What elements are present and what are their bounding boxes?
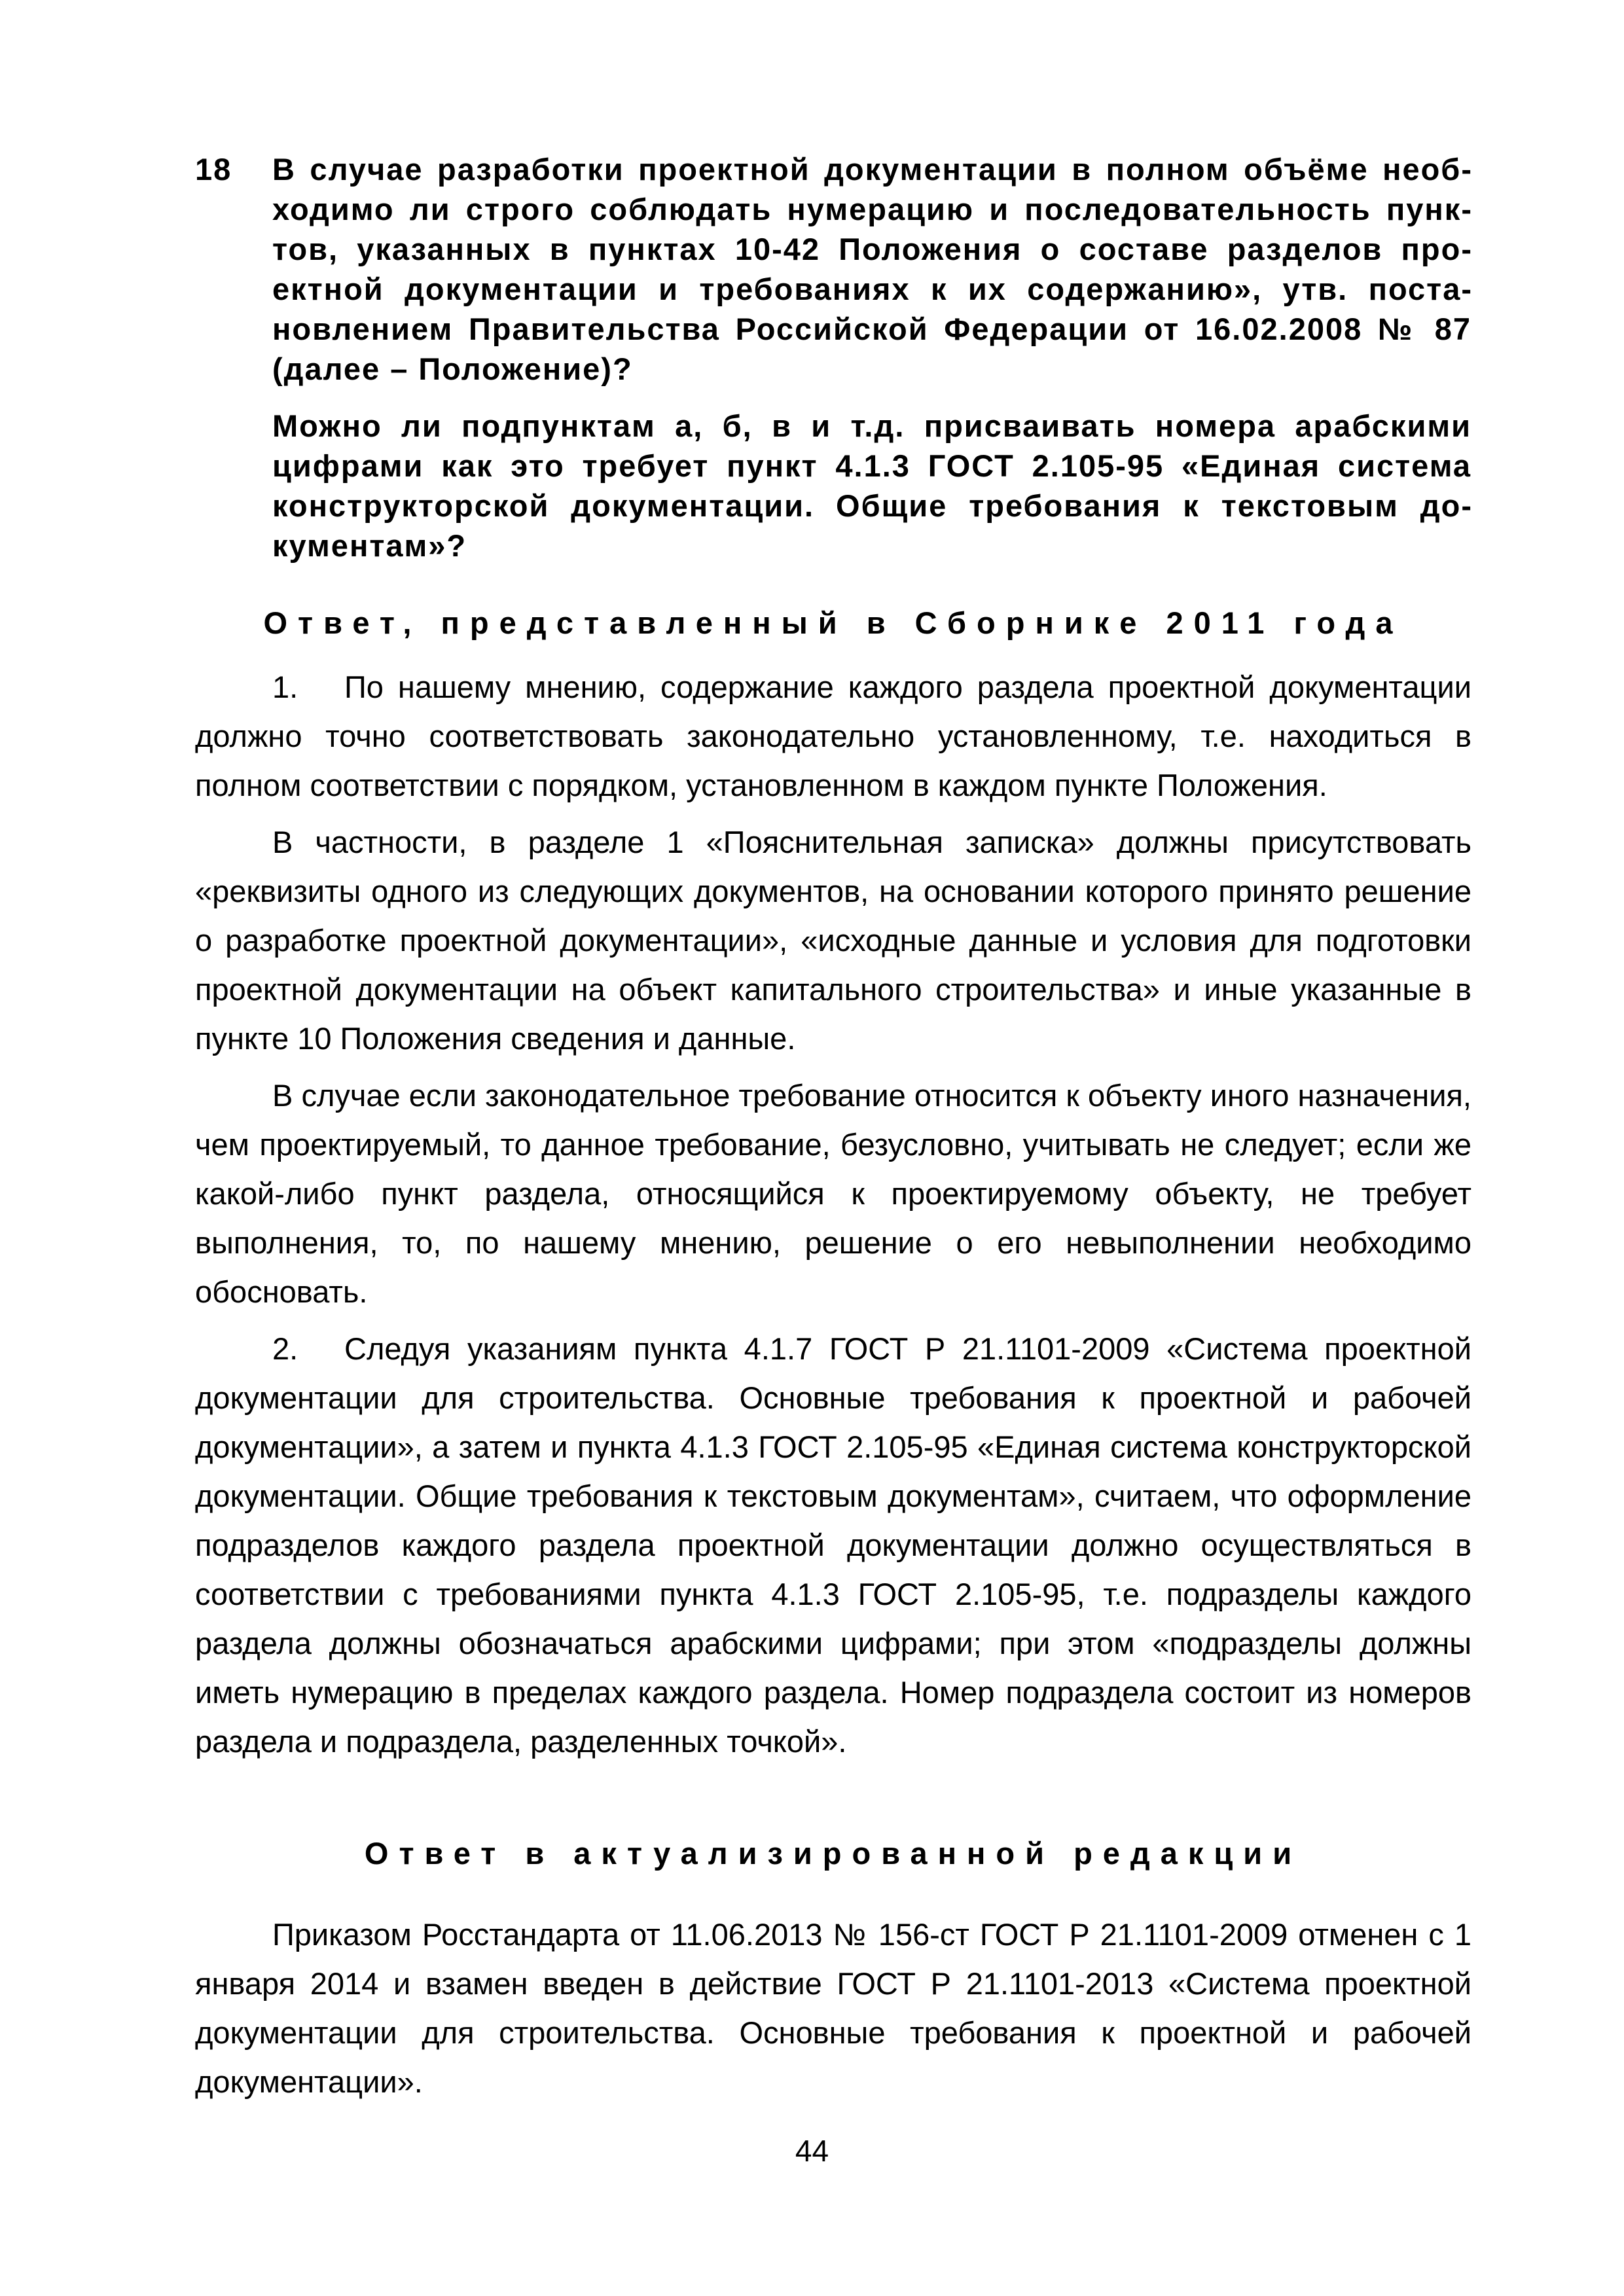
body-paragraph: Приказом Росстандарта от 11.06.2013 № 156-ст ГОСТ Р 21.1101-2009 отменен с 1 января 2014 и взамен введен в действие ГОСТ Р 21.1101-2013 «Система проектной документации для строительства. Основные требования к проектной и рабочей документации». xyxy=(195,1917,1471,2099)
paragraph-text: Следуя указаниям пункта 4.1.7 ГОСТ Р 21.1101-2009 «Система проектной документации для строительства. Основные требования к проектной и рабочей документации», а затем и пункта 4.1.3 ГОСТ 2.105-95 «Единая система конструкторской документации. Общие требования к текстовым документам», считаем, что оформление подразделов каждого раздела проектной документации должно осуществляться в соответствии с требованиями пункта 4.1.3 ГОСТ 2.105-95, т.е. подразделы каждого раздела должны обозначаться арабскими цифрами; при этом «подразделы должны иметь нумерацию в пределах каждого раздела. Номер подраздела состоит из номеров раздела и подраздела, разделенных точкой». xyxy=(195,1331,1471,1759)
question-text xyxy=(272,149,1471,565)
paragraph-number: 2. xyxy=(272,1331,298,1366)
numbered-paragraph xyxy=(195,662,1471,810)
body-paragraph: В случае если законодательное требование относится к объекту иного назначения, чем проектируемый, то данное требование, безусловно, учитывать не следует; если же какой-либо пункт раздела, относящийся к проектируемому объекту, не требует выполнения, то, по нашему мнению, решение о его невыполнении необходимо обосновать. xyxy=(195,1078,1471,1309)
section-heading-answer-2011: Ответ, представленный в Сборнике 2011 года xyxy=(263,605,1403,640)
page-content xyxy=(195,149,1471,2106)
question-paragraph: Можно ли подпунктам а, б, в и т.д. присваивать номера арабскими цифрами как это требует пункт 4.1.3 ГОСТ 2.105-95 «Единая система конструкторской документации. Общие требования к текстовым документам»? xyxy=(272,408,1471,563)
paragraph-number: 1. xyxy=(272,670,298,704)
question-paragraph: В случае разработки проектной документации в полном объёме необходимо ли строго соблюдать нумерацию и последовательность пунктов, указанных в пунктах 10-42 Положения о составе разделов проектной документации и требованиях к их содержанию», утв. постановлением Правительства Российской Федерации от 16.02.2008 № 87 (далее – Положение)? xyxy=(272,152,1471,386)
numbered-paragraph xyxy=(195,1324,1471,1766)
question-block xyxy=(195,149,1471,565)
question-number: 18 xyxy=(195,152,232,187)
paragraph-text: По нашему мнению, содержание каждого раздела проектной документации должно точно соответствовать законодательно установленному, т.е. находиться в полном соответствии с порядком, установленном в каждом пункте Положения. xyxy=(195,670,1471,802)
section-heading-answer-updated: Ответ в актуализированной редакции xyxy=(364,1836,1303,1871)
page-number: 44 xyxy=(795,2134,829,2168)
body-paragraph: В частности, в разделе 1 «Пояснительная записка» должны присутствовать «реквизиты одного из следующих документов, на основании которого принято решение о разработке проектной документации», «исходные данные и условия для подготовки проектной документации на объект капитального строительства» и иные указанные в пункте 10 Положения сведения и данные. xyxy=(195,825,1471,1056)
